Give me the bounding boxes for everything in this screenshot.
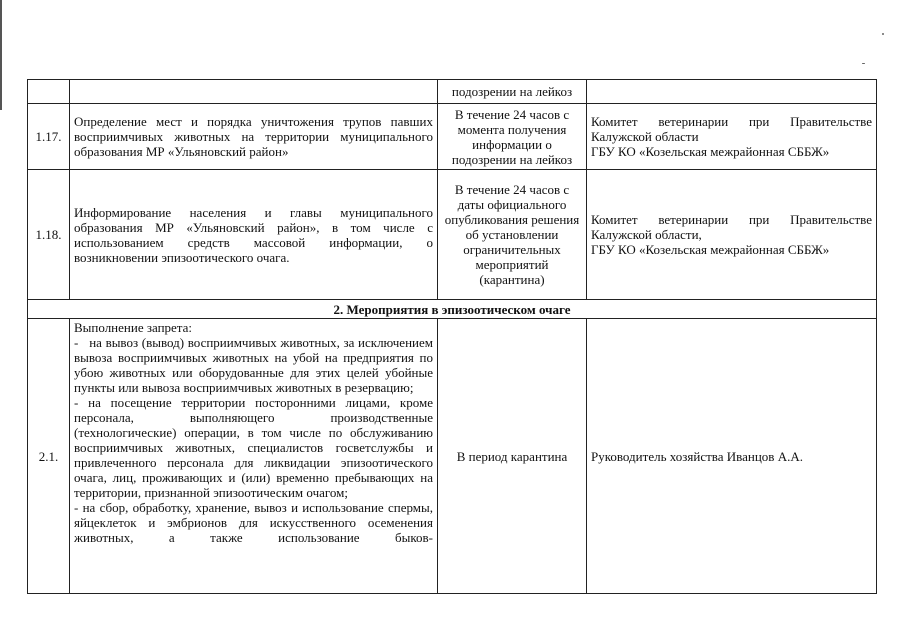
row-term: В течение 24 часов с даты официального опубликования решения об установлении ограничительных мероприятий (карантина) [438,170,587,300]
action-line: Выполнение запрета: [74,320,193,335]
section-header-row [28,300,877,319]
row-action: Информирование населения и главы муниципального образования МР «Ульяновский район», в том числе с использованием средств массовой информации, о возникновении эпизоотического очага. [70,170,438,300]
row-term: подозрении на лейкоз [438,80,587,104]
responsible-line: Комитет ветеринарии при Правительстве Калужской области [591,114,876,144]
row-responsible [587,104,877,170]
row-action: Определение мест и порядка уничтожения трупов павших восприимчивых животных на территории муниципального образования МР «Ульяновский район» [70,104,438,170]
action-line: - на посещение территории посторонними лицами, кроме персонала, выполняющего производственные (технологические) операции, в том числе по обслуживанию восприимчивых животных, специалистов госветслужбы и привлеченного персонала для ликвидации эпизоотического очага, лиц, проживающих и (или) временно пребывающих на территории, признанной эпизоотическим очагом; [74,395,437,500]
row-term: В течение 24 часов с момента получения информации о подозрении на лейкоз [438,104,587,170]
section-title: 2. Мероприятия в эпизоотическом очаге [28,300,877,319]
page-edge-line [0,0,2,110]
scan-speck [882,33,884,35]
row-responsible [587,80,877,104]
row-action [70,80,438,104]
row-number: 1.18. [28,170,70,300]
row-responsible: Руководитель хозяйства Иванцов А.А. [587,319,877,594]
responsible-line: Комитет ветеринарии при Правительстве Калужской области, [591,212,876,242]
row-responsible [587,170,877,300]
measures-table [27,79,877,594]
row-number: 1.17. [28,104,70,170]
scan-speck [862,63,865,64]
row-number: 2.1. [28,319,70,594]
row-number [28,80,70,104]
table-row [28,170,877,300]
action-line: - на сбор, обработку, хранение, вывоз и использование спермы, яйцеклеток и эмбрионов для искусственного осеменения животных, а также использование быков- [74,500,433,545]
table-row [28,319,877,594]
row-term: В период карантина [438,319,587,594]
action-line: - на вывоз (вывод) восприимчивых животных, за исключением вывоза восприимчивых животных на убой на предприятия по убою животных или оборудованные для этих целей убойные пункты или вывоза восприимчивых животных в резервацию; [74,335,437,395]
row-action [70,319,438,594]
table-row [28,80,877,104]
table-row [28,104,877,170]
responsible-line: ГБУ КО «Козельская межрайонная СББЖ» [591,242,830,257]
responsible-line: ГБУ КО «Козельская межрайонная СББЖ» [591,144,830,159]
